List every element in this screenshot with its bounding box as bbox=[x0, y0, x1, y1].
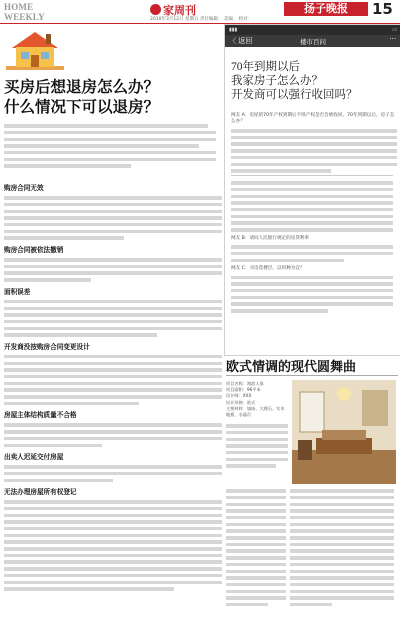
section-heading: 购房合同被依法撤销 bbox=[4, 245, 64, 254]
section-paragraph bbox=[4, 500, 222, 590]
article-title: 70年到期以后 我家房子怎么办？ 开发商可以强行收回吗？ bbox=[231, 61, 358, 101]
section-label: HOME WEEKLY bbox=[4, 2, 45, 22]
back-button[interactable]: 〈 返回 bbox=[229, 37, 253, 45]
battery-icon: ▭ bbox=[392, 26, 397, 33]
europe-rule bbox=[226, 375, 398, 376]
europe-col-2 bbox=[290, 486, 394, 610]
left-article-body bbox=[4, 178, 222, 594]
info-line: 设计师：XXX bbox=[226, 393, 252, 399]
page-headline bbox=[4, 78, 224, 118]
section-paragraph bbox=[4, 355, 222, 405]
signal-icon: ▮▮▮ bbox=[229, 26, 238, 33]
info-line: 主要材料：墙纸、大理石、实木地板、水晶灯 bbox=[226, 405, 285, 418]
question-b-lead: 网友 B：请问人民银行规定的房贷利率 bbox=[231, 235, 310, 241]
phone-status-bar bbox=[225, 25, 400, 35]
intro-paragraph bbox=[4, 121, 216, 171]
info-line: 项目名称：海滨人家 bbox=[226, 381, 264, 386]
europe-article-body bbox=[226, 486, 396, 610]
section-heading: 无法办理房屋所有权登记 bbox=[4, 488, 77, 496]
section-title: 家周刊 bbox=[163, 4, 196, 17]
section-heading: 出卖人迟延交付房屋 bbox=[4, 452, 64, 461]
europe-section-title: 欧式情调的现代圆舞曲 bbox=[226, 359, 357, 374]
nav-title: 楼市百问 bbox=[300, 37, 326, 46]
question-a-lead: 网友 A：房屋的70年产权到期后不续产权是否会被收回，70年到期以后，房子怎么办？ bbox=[231, 113, 395, 125]
question-c-lead: 网友 C：买房选楼层，以何种为宜？ bbox=[231, 265, 305, 271]
section-paragraph bbox=[4, 300, 222, 337]
question-a bbox=[231, 113, 397, 176]
phone-nav-bar bbox=[225, 35, 400, 47]
info-line: 设计风格：欧式 bbox=[226, 399, 256, 405]
headline-line-2: 什么情况下可以退房？ bbox=[4, 99, 160, 116]
section-paragraph bbox=[4, 423, 222, 446]
europe-col-1 bbox=[226, 486, 286, 610]
section-paragraph bbox=[4, 465, 222, 482]
section-heading: 面积误差 bbox=[4, 287, 31, 296]
interior-photo bbox=[292, 380, 396, 484]
newspaper-brand: 扬子晚报 bbox=[284, 2, 368, 16]
section-heading: 开发商没按购房合同变更设计 bbox=[4, 342, 90, 351]
section-heading: 购房合同无效 bbox=[4, 184, 44, 192]
section-heading: 房屋主体结构质量不合格 bbox=[4, 411, 77, 420]
project-info bbox=[226, 381, 288, 471]
info-line: 项目面积：96平米 bbox=[226, 387, 261, 393]
logo-icon bbox=[150, 4, 161, 15]
date-line: 2010年3月12日 星期五 责任编辑： 美编： 校对： bbox=[150, 17, 253, 22]
section-paragraph bbox=[4, 196, 222, 240]
section-paragraph bbox=[4, 258, 222, 281]
phone-screenshot bbox=[224, 24, 400, 356]
headline-line-1: 买房后想退房怎么办？ bbox=[4, 79, 160, 96]
phone-divider bbox=[231, 175, 393, 176]
more-icon[interactable]: ··· bbox=[389, 35, 396, 43]
page-number: 15 bbox=[372, 0, 393, 18]
question-b bbox=[231, 178, 393, 316]
house-illustration-icon bbox=[4, 26, 66, 74]
